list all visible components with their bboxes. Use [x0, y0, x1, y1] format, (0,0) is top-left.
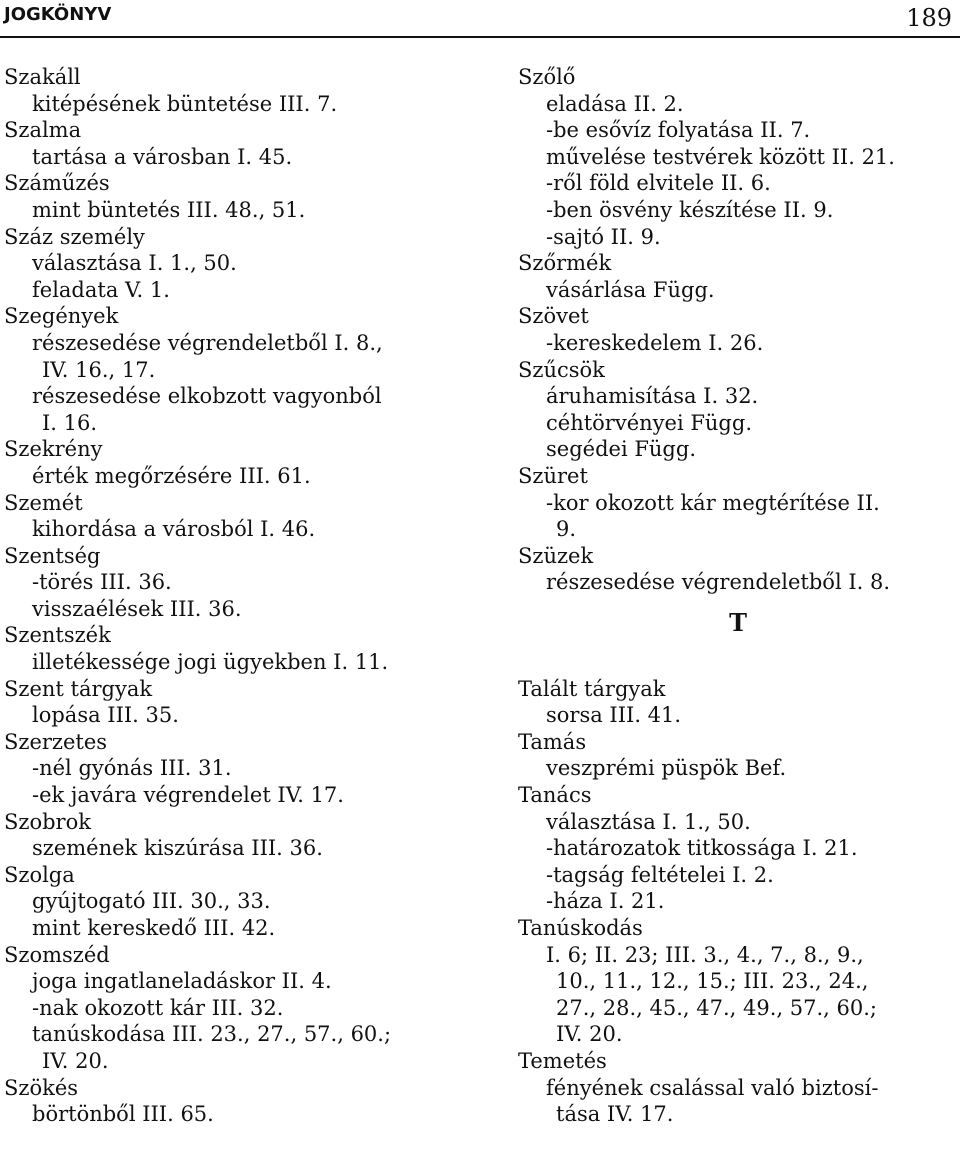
index-heading: Szakáll: [4, 65, 81, 89]
index-subentry: -sajtó II. 9.: [546, 224, 661, 249]
index-subentry: tartása a városban I. 45.: [32, 144, 293, 169]
page-header: [0, 0, 960, 52]
index-subentry: lopása III. 35.: [32, 703, 179, 728]
page-number: 189: [906, 4, 952, 32]
running-title: JOGKÖNYV: [4, 4, 112, 25]
index-heading: Szalma: [4, 118, 82, 143]
index-heading: Szőrmék: [518, 251, 612, 276]
index-subentry: -ben ösvény készítése II. 9.: [546, 197, 834, 222]
index-subentry: -háza I. 21.: [546, 889, 665, 914]
index-heading: Szent tárgyak: [4, 676, 153, 701]
index-subentry: -kereskedelem I. 26.: [546, 330, 764, 355]
index-continuation: 27., 28., 45., 47., 49., 57., 60.;: [556, 995, 877, 1020]
index-heading: Szekrény: [4, 437, 103, 462]
section-letter: T: [729, 607, 747, 637]
index-subentry: érték megőrzésére III. 61.: [32, 463, 311, 488]
index-subentry: I. 6; II. 23; III. 3., 4., 7., 8., 9.,: [546, 942, 864, 967]
index-heading: Szentség: [4, 543, 101, 568]
index-heading: Szűcsök: [518, 357, 605, 382]
index-subentry: joga ingatlaneladáskor II. 4.: [32, 969, 332, 994]
index-subentry: mint kereskedő III. 42.: [32, 916, 276, 940]
index-column-right: [518, 64, 958, 1128]
index-heading: Szövet: [518, 304, 589, 329]
index-subentry: részesedése elkobzott vagyonból: [32, 384, 382, 409]
index-subentry: vásárlása Függ.: [546, 277, 715, 302]
header-rule: [0, 36, 960, 38]
index-subentry: részesedése végrendeletből I. 8.: [546, 570, 891, 595]
index-subentry: mint büntetés III. 48., 51.: [32, 197, 306, 222]
index-continuation: I. 16.: [42, 410, 98, 435]
index-column-left: [4, 64, 474, 1128]
index-subentry: sorsa III. 41.: [546, 703, 682, 728]
index-heading: Száműzés: [4, 171, 110, 196]
index-subentry: fényének csalással való biztosí-: [546, 1075, 879, 1100]
index-subentry: választása I. 1., 50.: [32, 251, 237, 276]
index-subentry: veszprémi püspök Bef.: [546, 756, 787, 781]
index-heading: Szobrok: [4, 809, 91, 834]
index-heading: Temetés: [518, 1048, 607, 1073]
index-heading: Szerzetes: [4, 729, 108, 754]
index-heading: Szemét: [4, 490, 83, 515]
index-subentry: céhtörvényei Függ.: [546, 410, 752, 435]
index-subentry: -ek javára végrendelet IV. 17.: [32, 783, 344, 808]
index-heading: Szüzek: [518, 543, 594, 568]
index-subentry: gyújtogató III. 30., 33.: [32, 889, 271, 914]
index-subentry: részesedése végrendeletből I. 8.,: [32, 330, 383, 355]
index-subentry: illetékessége jogi ügyekben I. 11.: [32, 650, 389, 675]
index-continuation: IV. 20.: [556, 1022, 623, 1047]
index-subentry: visszaélések III. 36.: [32, 596, 242, 621]
index-subentry: kitépésének büntetése III. 7.: [32, 91, 338, 116]
index-subentry: -ről föld elvitele II. 6.: [546, 171, 771, 196]
index-heading: Szüret: [518, 463, 588, 488]
index-continuation: 10., 11., 12., 15.; III. 23., 24.,: [556, 969, 869, 994]
index-subentry: tanúskodása III. 23., 27., 57., 60.;: [32, 1022, 392, 1047]
index-heading: Tamás: [518, 729, 587, 754]
index-subentry: -be esővíz folyatása II. 7.: [546, 118, 811, 143]
index-subentry: -tagság feltételei I. 2.: [546, 862, 774, 887]
index-subentry: -nak okozott kár III. 32.: [32, 995, 284, 1020]
index-heading: Szolga: [4, 862, 75, 887]
index-subentry: eladása II. 2.: [546, 91, 684, 116]
index-subentry: -törés III. 36.: [32, 570, 172, 595]
index-heading: Szökés: [4, 1075, 79, 1100]
index-heading: Szomszéd: [4, 942, 110, 967]
index-subentry: szemének kiszúrása III. 36.: [32, 836, 323, 861]
index-continuation: IV. 16., 17.: [42, 357, 156, 382]
index-continuation: tása IV. 17.: [556, 1102, 674, 1127]
index-continuation: IV. 20.: [42, 1048, 109, 1073]
index-heading: Tanács: [518, 783, 592, 808]
index-subentry: -határozatok titkossága I. 21.: [546, 836, 858, 861]
index-subentry: börtönből III. 65.: [32, 1102, 214, 1127]
index-subentry: kihordása a városból I. 46.: [32, 517, 316, 542]
index-continuation: 9.: [556, 517, 577, 542]
index-subentry: áruhamisítása I. 32.: [546, 384, 759, 409]
index-subentry: választása I. 1., 50.: [546, 809, 751, 834]
index-heading: Száz személy: [4, 224, 145, 249]
index-heading: Szegények: [4, 304, 119, 329]
index-heading: Szőlő: [518, 65, 576, 89]
index-heading: Tanúskodás: [518, 916, 643, 940]
index-heading: Talált tárgyak: [518, 676, 666, 701]
spacer: [518, 649, 958, 676]
index-subentry: -nél gyónás III. 31.: [32, 756, 232, 781]
index-subentry: -kor okozott kár megtérítése II.: [546, 490, 880, 515]
index-subentry: feladata V. 1.: [32, 277, 170, 302]
index-heading: Szentszék: [4, 623, 111, 648]
index-subentry: művelése testvérek között II. 21.: [546, 144, 895, 169]
index-subentry: segédei Függ.: [546, 437, 696, 462]
